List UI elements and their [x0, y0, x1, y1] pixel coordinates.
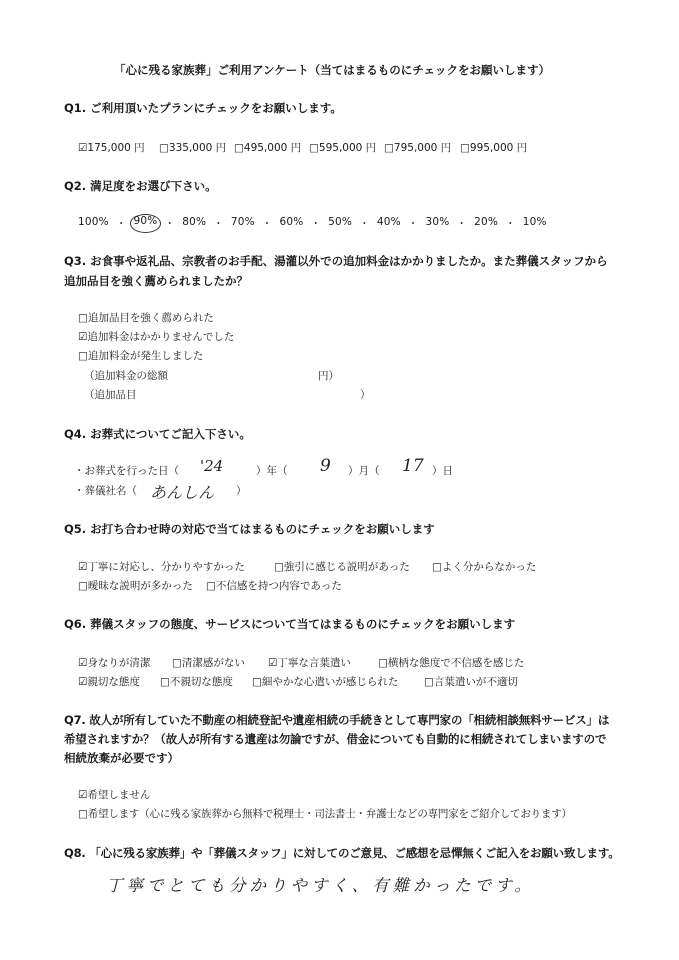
q4-company-value[interactable]: あんしん: [150, 483, 215, 502]
q1-question: Q1. ご利用頂いたプランにチェックをお願いします。: [64, 101, 342, 115]
q1-option-335000[interactable]: □335,000 円: [159, 142, 227, 154]
q6-option-polite-words[interactable]: ☑丁寧な言葉遣い: [268, 657, 351, 669]
q4-date-month-unit: ）月（: [348, 465, 380, 477]
q2-separator: ・: [407, 218, 419, 230]
q3-option-no-extra[interactable]: ☑追加料金はかかりませんでした: [78, 331, 235, 343]
q4-date-day-unit: ）日: [432, 465, 453, 477]
q2-separator: ・: [310, 218, 322, 230]
q4-date-label: ・お葬式を行った日（: [74, 465, 179, 477]
q2-option-80[interactable]: 80%: [182, 216, 207, 228]
q1-option-795000[interactable]: □795,000 円: [384, 142, 452, 154]
q7-option-no[interactable]: ☑希望しません: [78, 789, 151, 801]
q5-question: Q5. お打ち合わせ時の対応で当てはまるものにチェックをお願いします: [64, 522, 435, 536]
q1-option-995000[interactable]: □995,000 円: [460, 142, 528, 154]
q3-item-close: ）: [360, 389, 371, 401]
q4-question: Q4. お葬式についてご記入下さい。: [64, 427, 251, 441]
q2-separator: ・: [164, 218, 176, 230]
q2-separator: ・: [261, 218, 273, 230]
q2-option-10[interactable]: 10%: [522, 216, 547, 228]
q4-date-year-unit: ）年（: [256, 465, 288, 477]
q6-question: Q6. 葬儀スタッフの態度、サービスについて当てはまるものにチェックをお願いします: [64, 617, 516, 631]
q4-company-close: ）: [236, 485, 247, 497]
q7-option-yes[interactable]: □希望します（心に残る家族葬から無料で税理士・司法書士・弁護士などの専門家をご紹介しております）: [78, 808, 572, 820]
q2-option-90[interactable]: 90%: [130, 214, 162, 233]
q2-option-100[interactable]: 100%: [78, 216, 109, 228]
q2-option-40[interactable]: 40%: [376, 216, 401, 228]
q3-option-pushed[interactable]: □追加品目を強く薦められた: [78, 312, 214, 324]
survey-title: 「心に残る家族葬」ご利用アンケート（当てはまるものにチェックをお願いします）: [114, 63, 550, 77]
q7-question-line2: 希望されますか？（故人が所有する遺産は勿論ですが、借金についても自動的に相続されてしまいますので: [64, 732, 607, 746]
q2-option-60[interactable]: 60%: [279, 216, 304, 228]
q7-question-line1: Q7. 故人が所有していた不動産の相続登記や遺産相続の手続きとして専門家の「相続相談無料サービス」は: [64, 713, 610, 727]
q2-question: Q2. 満足度をお選び下さい。: [64, 179, 217, 193]
q5-option-unclear[interactable]: □よく分からなかった: [432, 561, 537, 573]
q3-question-line2: 追加品目を強く薦められましたか？: [64, 274, 248, 288]
q7-question-line3: 相続放棄が必要です）: [64, 751, 179, 765]
q6-option-kind[interactable]: ☑親切な態度: [78, 676, 140, 688]
q2-option-50[interactable]: 50%: [328, 216, 353, 228]
q2-option-30[interactable]: 30%: [425, 216, 450, 228]
q8-question: Q8. 「心に残る家族葬」や「葬儀スタッフ」に対してのご意見、ご感想を忌憚無くご記入をお願い致します。: [64, 846, 620, 860]
q5-option-vague[interactable]: □曖昧な説明が多かった: [78, 580, 193, 592]
q2-separator: ・: [456, 218, 468, 230]
q4-date-month-value[interactable]: 9: [320, 456, 331, 476]
q5-option-forceful[interactable]: □強引に感じる説明があった: [274, 561, 410, 573]
q2-option-20[interactable]: 20%: [474, 216, 499, 228]
q6-option-arrogant[interactable]: □横柄な態度で不信感を感じた: [378, 657, 525, 669]
q4-date-day-value[interactable]: 17: [402, 456, 424, 476]
q1-option-175000[interactable]: ☑175,000 円: [78, 142, 145, 154]
q2-separator: ・: [359, 218, 370, 230]
q6-option-unkind[interactable]: □不親切な態度: [160, 676, 233, 688]
q6-option-considerate[interactable]: □細やかな心遣いが感じられた: [252, 676, 399, 688]
q5-option-polite[interactable]: ☑丁寧に対応し、分かりやすかった: [78, 561, 245, 573]
q2-scale: [78, 216, 547, 231]
q8-answer[interactable]: 丁寧でとても分かりやすく、有難かったです。: [106, 876, 535, 895]
q2-option-70[interactable]: 70%: [230, 216, 255, 228]
q4-company-label: ・葬儀社名（: [74, 485, 137, 497]
q2-separator: ・: [505, 218, 516, 230]
q3-question-line1: Q3. お食事や返礼品、宗教者のお手配、湯灌以外での追加料金はかかりましたか。また葬儀スタッフから: [64, 254, 608, 268]
q6-option-rude-words[interactable]: □言葉遣いが不適切: [424, 676, 518, 688]
q2-separator: ・: [115, 218, 127, 230]
q5-option-distrust[interactable]: □不信感を持つ内容であった: [206, 580, 342, 592]
q6-option-clean[interactable]: ☑身なりが清潔: [78, 657, 151, 669]
q3-option-extra[interactable]: □追加料金が発生しました: [78, 350, 204, 362]
q3-total-label: （追加料金の総額: [84, 370, 168, 382]
q1-option-495000[interactable]: □495,000 円: [234, 142, 302, 154]
q3-total-unit: 円）: [318, 370, 339, 382]
q1-option-595000[interactable]: □595,000 円: [309, 142, 377, 154]
q2-separator: ・: [213, 218, 224, 230]
q4-date-year-value[interactable]: '24: [200, 457, 224, 475]
q6-option-unclean[interactable]: □清潔感がない: [172, 657, 245, 669]
q3-item-label: （追加品目: [84, 389, 137, 401]
